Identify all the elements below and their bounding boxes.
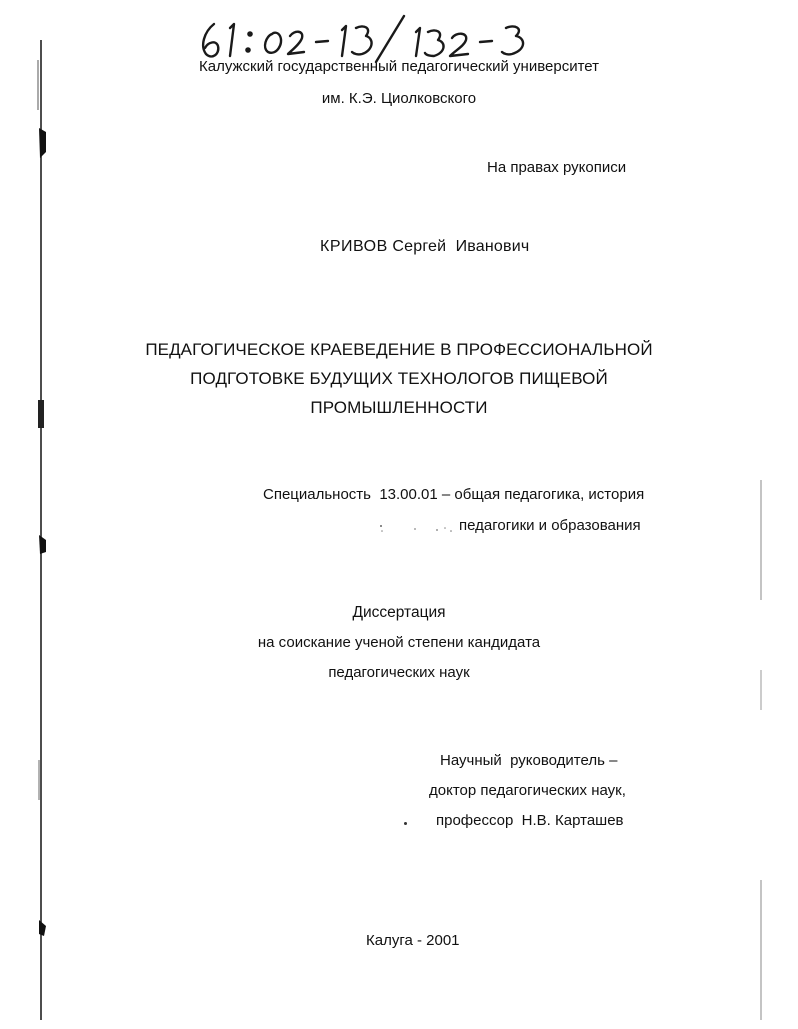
dissertation-label: Диссертация — [352, 604, 446, 621]
title-line-3: ПРОМЫШЛЕННОСТИ — [310, 398, 488, 417]
author-name — [320, 238, 529, 256]
author-given-names: Сергей Иванович — [392, 238, 530, 255]
degree-line-1: на соискание ученой степени кандидата — [257, 634, 541, 651]
supervisor-degree: доктор педагогических наук, — [429, 782, 626, 799]
scan-smudge — [375, 520, 455, 534]
scan-dot — [404, 822, 407, 825]
handwriting-strokes — [196, 14, 546, 64]
scan-edge-right — [758, 480, 764, 1020]
supervisor-label: Научный руководитель – — [440, 752, 618, 769]
specialty-line-2: педагогики и образования — [459, 517, 641, 534]
scan-edge-left — [36, 40, 46, 1020]
title-line-2: ПОДГОТОВКЕ БУДУЩИХ ТЕХНОЛОГОВ ПИЩЕВОЙ — [190, 369, 608, 388]
manuscript-rights-note: На правах рукописи — [487, 159, 627, 176]
city-year: Калуга - 2001 — [366, 932, 460, 949]
handwritten-archive-code — [196, 14, 546, 64]
author-surname: КРИВОВ — [320, 238, 388, 255]
university-name: Калужский государственный педагогический университет — [198, 58, 599, 75]
degree-line-2: педагогических наук — [328, 664, 470, 681]
title-line-1: ПЕДАГОГИЧЕСКОЕ КРАЕВЕДЕНИЕ В ПРОФЕССИОНАЛЬНОЙ — [145, 340, 653, 359]
supervisor-name: профессор Н.В. Карташев — [436, 812, 624, 829]
dissertation-title — [0, 335, 798, 422]
university-named-after: им. К.Э. Циолковского — [321, 90, 477, 107]
specialty-line-1: Специальность 13.00.01 – общая педагогика, история — [263, 486, 645, 503]
